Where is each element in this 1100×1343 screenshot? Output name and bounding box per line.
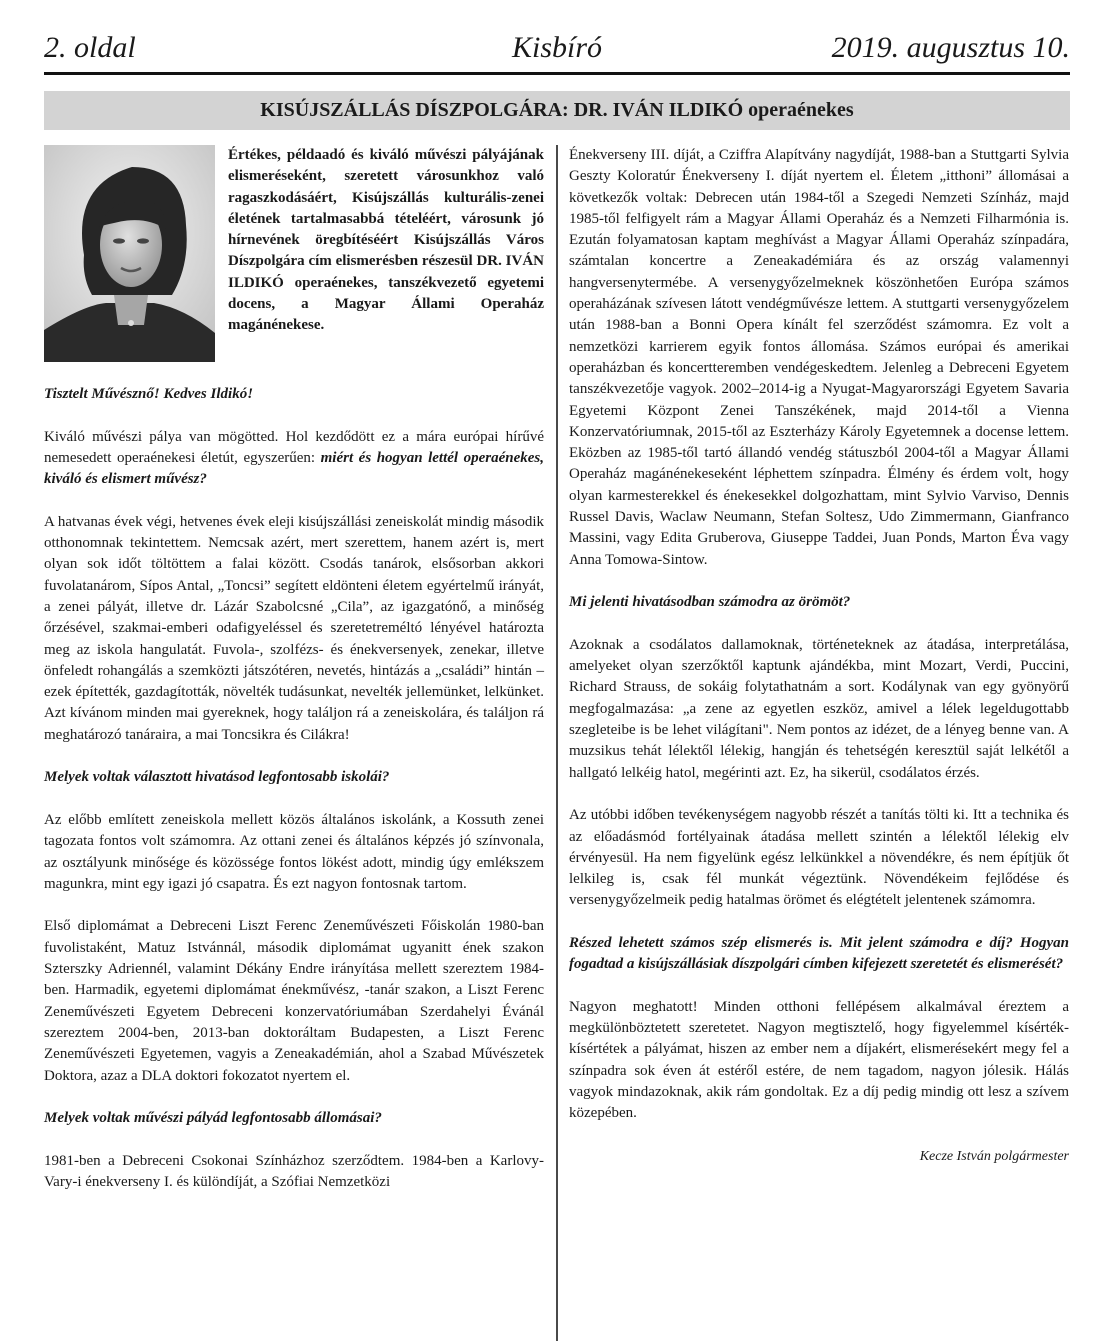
page-header xyxy=(44,30,1070,75)
interview-question: Mi jelenti hivatásodban számodra az örömöt? xyxy=(569,594,851,611)
interview-question: Melyek voltak választott hivatásod legfontosabb iskolái? xyxy=(44,769,390,786)
intro-paragraph: Értékes, példaadó és kiváló művészi pályájának elismeréseként, szeretett városunkhoz való ragaszkodásáért, Kisújszállás kulturális-zenei életének tartalmasabbá tételéért, városunk jó hírnevének öregbítéséért Kisújszállás Város Díszpolgára cím elismerésben részesül DR. IVÁN ILDIKÓ operaénekes, tanszékvezető egyetemi docens, a Magyar Állami Operaház magánénekese. xyxy=(228,147,544,334)
body-paragraph: Az utóbbi időben tevékenységem nagyobb részét a tanítás tölti ki. Itt a technika és az előadásmód fortélyainak átadása mellett szintén a lélektől lélekig elv érvényesül. Ha nem figyelünk egész lelkünkkel a növendékre, és nem építjük őt lelkileg is, csak fél munkát végeztünk. Növendékeim fejlődése és versenygyőzelmeik pedig hatalmas örömet és elégtételt jelentenek számomra. xyxy=(569,807,1069,909)
body-paragraph: 1981-ben a Debreceni Csokonai Színházhoz szerződtem. 1984-ben a Karlovy-Vary-i énekverseny I. és különdíját, a Szófiai Nemzetközi xyxy=(44,1152,544,1190)
right-column xyxy=(569,145,1069,1167)
column-divider xyxy=(556,145,558,1341)
body-paragraph: Azoknak a csodálatos dallamoknak, történeteknek az átadása, interpretálása, amelyeket olyan szerzőktől kaptunk ajándékba, mint Mozart, Verdi, Puccini, Richard Strauss, de sokáig folytathatnám a sort. Kodálynak van egy gyönyörű megfogalmazása: „a zene az egyetlen eszköz, amivel a lélek legeldugottabb szegleteibe is be lehet világítani". Nem pontos az idézet, de a lényeg benne van. A muzsikus tehát lélektől lélekig, hangján és tehetségén keresztül saját lelkétől a hallgató lelkéig hatol, megérinti azt. Ez, ha sikerül, csodálatos érzés. xyxy=(569,636,1069,781)
portrait-photo xyxy=(44,145,215,362)
body-paragraph xyxy=(44,427,544,491)
left-column xyxy=(44,384,544,1193)
question-lead-text: Kiváló művészi pálya van mögötted. Hol kezdődött ez a mára európai hírűvé nemesedett operaénekesi életút, egyszerűen: xyxy=(44,428,544,466)
greeting: Tisztelt Művésznő! Kedves Ildikó! xyxy=(44,386,254,402)
signature: Kecze István polgármester xyxy=(919,1148,1069,1164)
article-title: KISÚJSZÁLLÁS DÍSZPOLGÁRA: DR. IVÁN ILDIKÓ operaénekes xyxy=(44,91,1070,130)
body-paragraph: Az előbb említett zeneiskola mellett közös általános iskolánk, a Kossuth zenei tagozata fontos volt számomra. Az ottani zenei és általános képzés jó színvonala, az osztályunk minősége és közössége fontos lökést adott, mindig úgy emlékszem magunkra, mint egy igazi jó csapatra. És ezt nagyon fontosnak tartom. xyxy=(44,811,544,892)
body-paragraph: A hatvanas évek végi, hetvenes évek eleji kisújszállási zeneiskolát mindig második otthonomnak tekintettem. Nemcsak azért, mert szerettem, hanem azért is, mert olyan sok időt töltöttem a falai között. Csodás tanárok, elsősorban akkori fuvolatanárom, Sípos Antal, „Toncsi” segített eldönteni életem egyértelmű irányát, a zenei pályát, illetve dr. Lázár Szabolcsné „Cila”, az igazgatónő, a minőség őrzésével, szakmai-emberi odafigyeléssel és szeretetreméltó lényével határozta meg az iskola hangulatát. Fuvola-, szolfézs- és énekversenyek, zenekar, illetve önfeledt rohangálás a szemközti játszótéren, nevetés, hintázás a „családi” hintán – ezek építették, gazdagították, növelték tudásunkat, nevelték jellemünket, lelkünket. Azt kívánom minden mai gyereknek, hogy találjon rá a zeneiskolára, és találjon rá meghatározó tanáraira, a mai Toncsikra és Cilákra! xyxy=(44,513,544,743)
body-paragraph: Nagyon meghatott! Minden otthoni fellépésem alkalmával éreztem a megkülönböztetett szeretetet. Nagyon megtisztelő, hogy figyelemmel kísérték-kísértétek a pályámat, hiszen az ember nem a díjakért, elismerésekért megy fel a színpadra sok éven át estéről estére, de nem tagadom, nagyon jólesik. Hálás vagyok mindazoknak, akik rám gondoltak. Ez a díj pedig mindig ott lesz a szívem közepében. xyxy=(569,998,1069,1122)
page-number: 2. oldal xyxy=(44,31,136,64)
body-paragraph: Első diplomámat a Debreceni Liszt Ferenc Zeneművészeti Főiskolán 1980-ban fuvolistaként, Matuz Istvánnál, második diplomámat ugyanitt ének szakon Szterszky Adriennél, valamint Dékány Endre irányítása mellett szereztem 1984-ben. Harmadik, egyetemi diplomámat énekművész, -tanár szakon, a Liszt Ferenc Zeneművészeti Egyetem Debreceni konzervatóriumában Szerdahelyi Évánál szereztem 2004-ben, 2013-ban doktoráltam Budapesten, a Liszt Ferenc Zeneművészeti Egyetemen, vagyis a Zeneakadémián, ahol a Szabad Művészetek Doktora, azaz a DLA doktori fokozatot nyertem el. xyxy=(44,918,544,1084)
issue-date: 2019. augusztus 10. xyxy=(831,31,1070,64)
interview-question: Részed lehetett számos szép elismerés is. Mit jelent számodra e díj? Hogyan fogadtad a kisújszállásiak díszpolgári címben kifejezett szeretetét és elismerését? xyxy=(569,934,1069,973)
interview-question: Melyek voltak művészi pályád legfontosabb állomásai? xyxy=(44,1110,382,1127)
body-paragraph: Énekverseny III. díját, a Cziffra Alapítvány nagydíját, 1988-ban a Stuttgarti Sylvia Geszty Koloratúr Énekverseny I. díját nyertem el. Életem „itthoni” állomásai a következők voltak: Debrecen után 1984-től a Szegedi Nemzeti Színház, majd 1985-től felfigyelt rám a Magyar Állami Operaház és a Nemzeti Filharmónia is. Ezután folyamatosan kaptam meghívást a Magyar Állami Operaház színpadára, számtalan koncertre a Zeneakadémiára és az ország valamennyi hangversenytermébe. A versenygyőzelmeknek köszönhetően Európa számos operaházának szívesen látott vendégművésze lettem. A stuttgarti versenygyőzelem után 1988-ban a Bonni Opera kínált fel szerződést számomra. Ez volt a nemzetközi karrierem egyik fontos állomása. Számos európai és amerikai operaházban és koncertteremben vendégeskedtem. Jelenleg a Debreceni Egyetem tanszékvezetője vagyok. 2002–2014-ig a Nyugat-Magyarországi Egyetem Savaria Egyetemi Központ Zenei Tanszékének, majd 2014-től a Vienna Konzervatóriumnak, 2015-től az Eszterházy Károly Egyetemnek a docense lettem. Eközben az 1985-től tartó állandó vendég státuszból 2004-től a Magyar Állami Operaház magánénekeseként léphettem színpadra. Élmény és érdem volt, hogy olyan karmesterekkel és énekesekkel dolgozhattam, mint Sylvio Varviso, Dennis Russel Davis, Waclaw Neumann, Stefan Soltesz, Udo Zimmermann, Gianfranco Massini, vagy Edita Gruberova, Giuseppe Taddei, Juan Ponds, Marton Éva vagy Anna Tomowa-Sintow. xyxy=(569,147,1069,568)
publication-name: Kisbíró xyxy=(511,31,603,64)
question-emphasis: miért és hogyan lettél operaénekes, kiváló és elismert művész? xyxy=(44,449,544,488)
